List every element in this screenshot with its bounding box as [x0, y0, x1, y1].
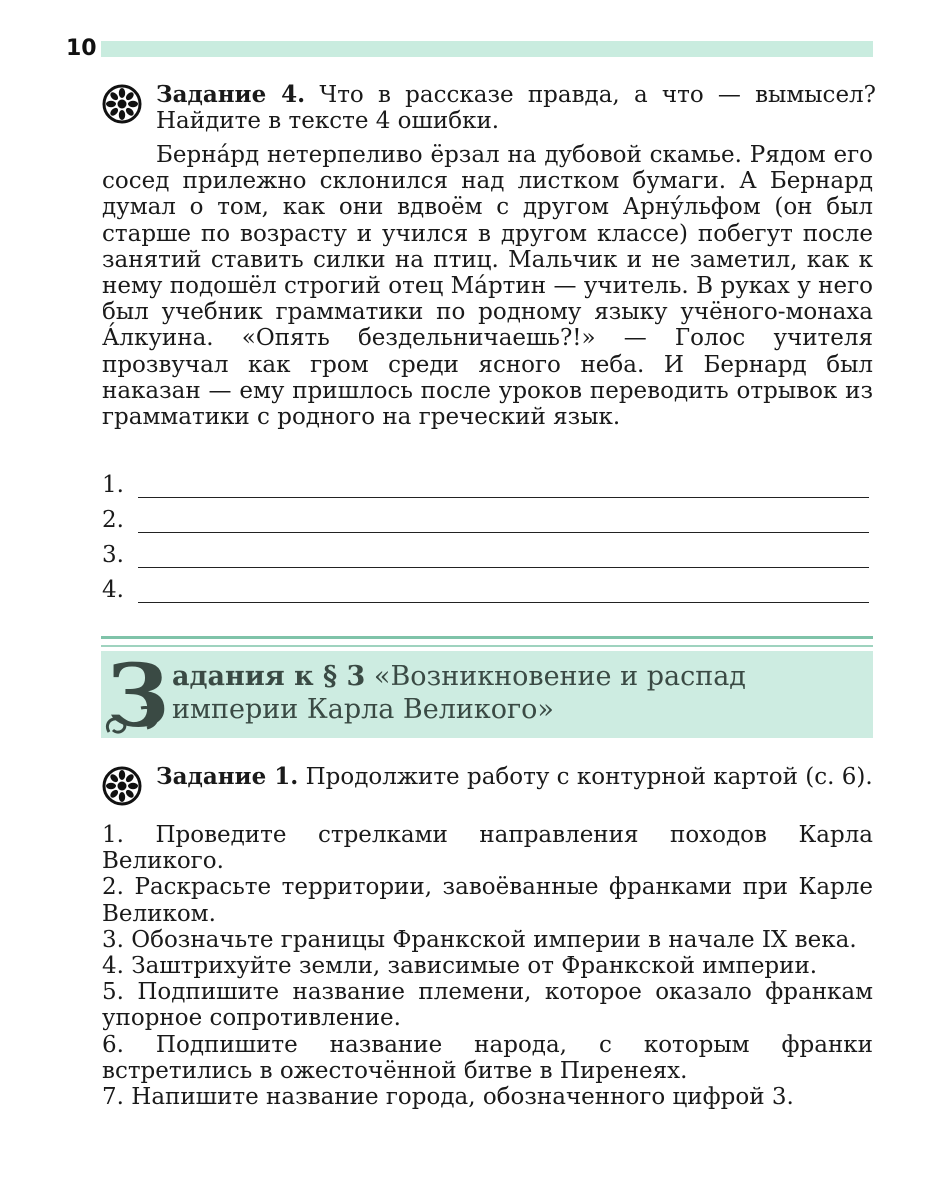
- task4-heading: [156, 82, 876, 134]
- answer-line[interactable]: [138, 497, 869, 498]
- section-divider: [101, 636, 873, 647]
- list-item: 7. Напишите название города, обозначенного цифрой 3.: [102, 1084, 794, 1111]
- answer-number: 2.: [102, 507, 124, 533]
- list-item: 6. Подпишите название народа, с которым франки встретились в ожесточённой битве в Пиренеях.: [102, 1031, 873, 1084]
- ornamental-drop-cap: [101, 648, 171, 740]
- answer-number: 1.: [102, 472, 124, 498]
- list-item: 2. Раскрасьте территории, завоёванные франками при Карле Великом.: [102, 874, 873, 927]
- task4-label: Задание 4.: [156, 81, 306, 108]
- answer-number: 4.: [102, 577, 124, 603]
- answer-row[interactable]: [102, 470, 873, 505]
- task4-text: Что в рассказе правда, а что — вымысел? Найдите в тексте 4 ошибки.: [156, 82, 876, 134]
- list-item: 5. Подпишите название племени, которое оказало франкам упорное сопротивление.: [102, 979, 873, 1032]
- answer-row[interactable]: [102, 575, 873, 610]
- answer-row[interactable]: [102, 505, 873, 540]
- task1-list: [102, 822, 873, 1110]
- answer-lines: [102, 470, 873, 610]
- answer-number: 3.: [102, 542, 124, 568]
- list-item: 4. Заштрихуйте земли, зависимые от Франкской империи.: [102, 953, 818, 980]
- answer-row[interactable]: [102, 540, 873, 575]
- task1-text: Продолжите работу с контурной картой (с. 6).: [305, 764, 873, 790]
- header-band: [101, 41, 873, 57]
- task-wheel-icon: [102, 84, 142, 124]
- task-wheel-icon: [102, 766, 142, 806]
- section-subtitle: «Возникновение и распад империи Карла Великого»: [172, 661, 746, 725]
- answer-line[interactable]: [138, 567, 869, 568]
- answer-line[interactable]: [138, 532, 869, 533]
- section-lead: адания к § 3: [172, 661, 366, 692]
- task4-story: Берна́рд нетерпеливо ёрзал на дубовой скамье. Рядом его сосед прилежно склонился над листком бумаги. А Бернард думал о том, как они вдвоём с другом Арну́льфом (он был старше по возрасту и учился в другом классе) побегут после занятий ставить силки на птиц. Мальчик и не заметил, как к нему подошёл строгий отец Ма́ртин — учитель. В руках у него был учебник грамматики по родному языку учёного-монаха А́лкуина. «Опять бездельничаешь?!» — Голос учителя прозвучал как гром среди ясного неба. И Бернард был наказан — ему пришлось после уроков переводить отрывок из грамматики с родного на греческий язык.: [102, 142, 873, 431]
- drop-cap-letter: З: [107, 648, 170, 740]
- section-title: [172, 660, 872, 726]
- task1-label: Задание 1.: [156, 763, 299, 790]
- list-item: 3. Обозначьте границы Франкской империи в начале IX века.: [102, 926, 857, 953]
- list-item: 1. Проведите стрелками направления походов Карла Великого.: [102, 822, 873, 875]
- page-number: 10: [66, 36, 97, 61]
- task1-heading: [156, 764, 876, 790]
- answer-line[interactable]: [138, 602, 869, 603]
